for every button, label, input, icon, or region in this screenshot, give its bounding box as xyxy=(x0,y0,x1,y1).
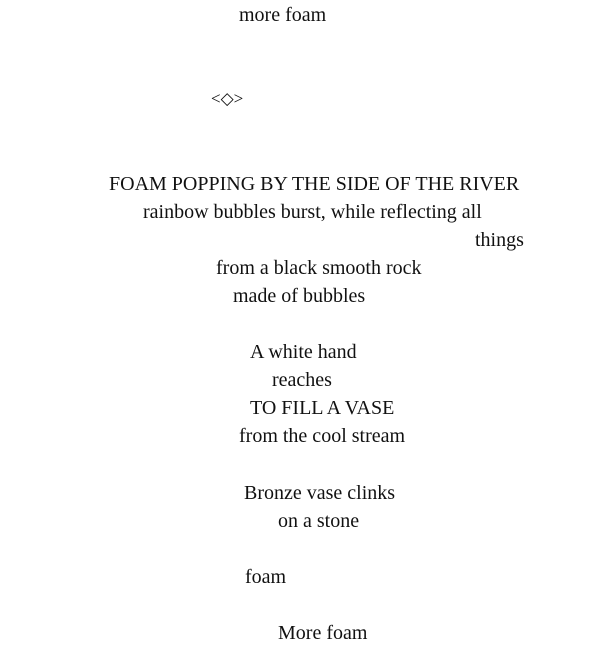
stanza1-line3: from a black smooth rock xyxy=(216,257,422,279)
stanza2-line1: A white hand xyxy=(250,341,357,363)
opening-line: more foam xyxy=(239,4,327,26)
stanza2-line3: TO FILL A VASE xyxy=(250,397,395,419)
ornament-divider: <◇> xyxy=(211,89,244,108)
stanza1-line4: made of bubbles xyxy=(233,285,366,307)
stanza2-line2: reaches xyxy=(272,369,332,391)
stanza4-line1: foam xyxy=(245,566,287,588)
poem-title: FOAM POPPING BY THE SIDE OF THE RIVER xyxy=(109,173,520,195)
closing-line: More foam xyxy=(278,622,368,644)
stanza1-line1: rainbow bubbles burst, while reflecting all xyxy=(143,201,482,223)
stanza1-line2: things xyxy=(475,229,524,251)
stanza2-line4: from the cool stream xyxy=(239,425,406,447)
stanza3-line1: Bronze vase clinks xyxy=(244,482,396,504)
stanza3-line2: on a stone xyxy=(278,510,360,532)
